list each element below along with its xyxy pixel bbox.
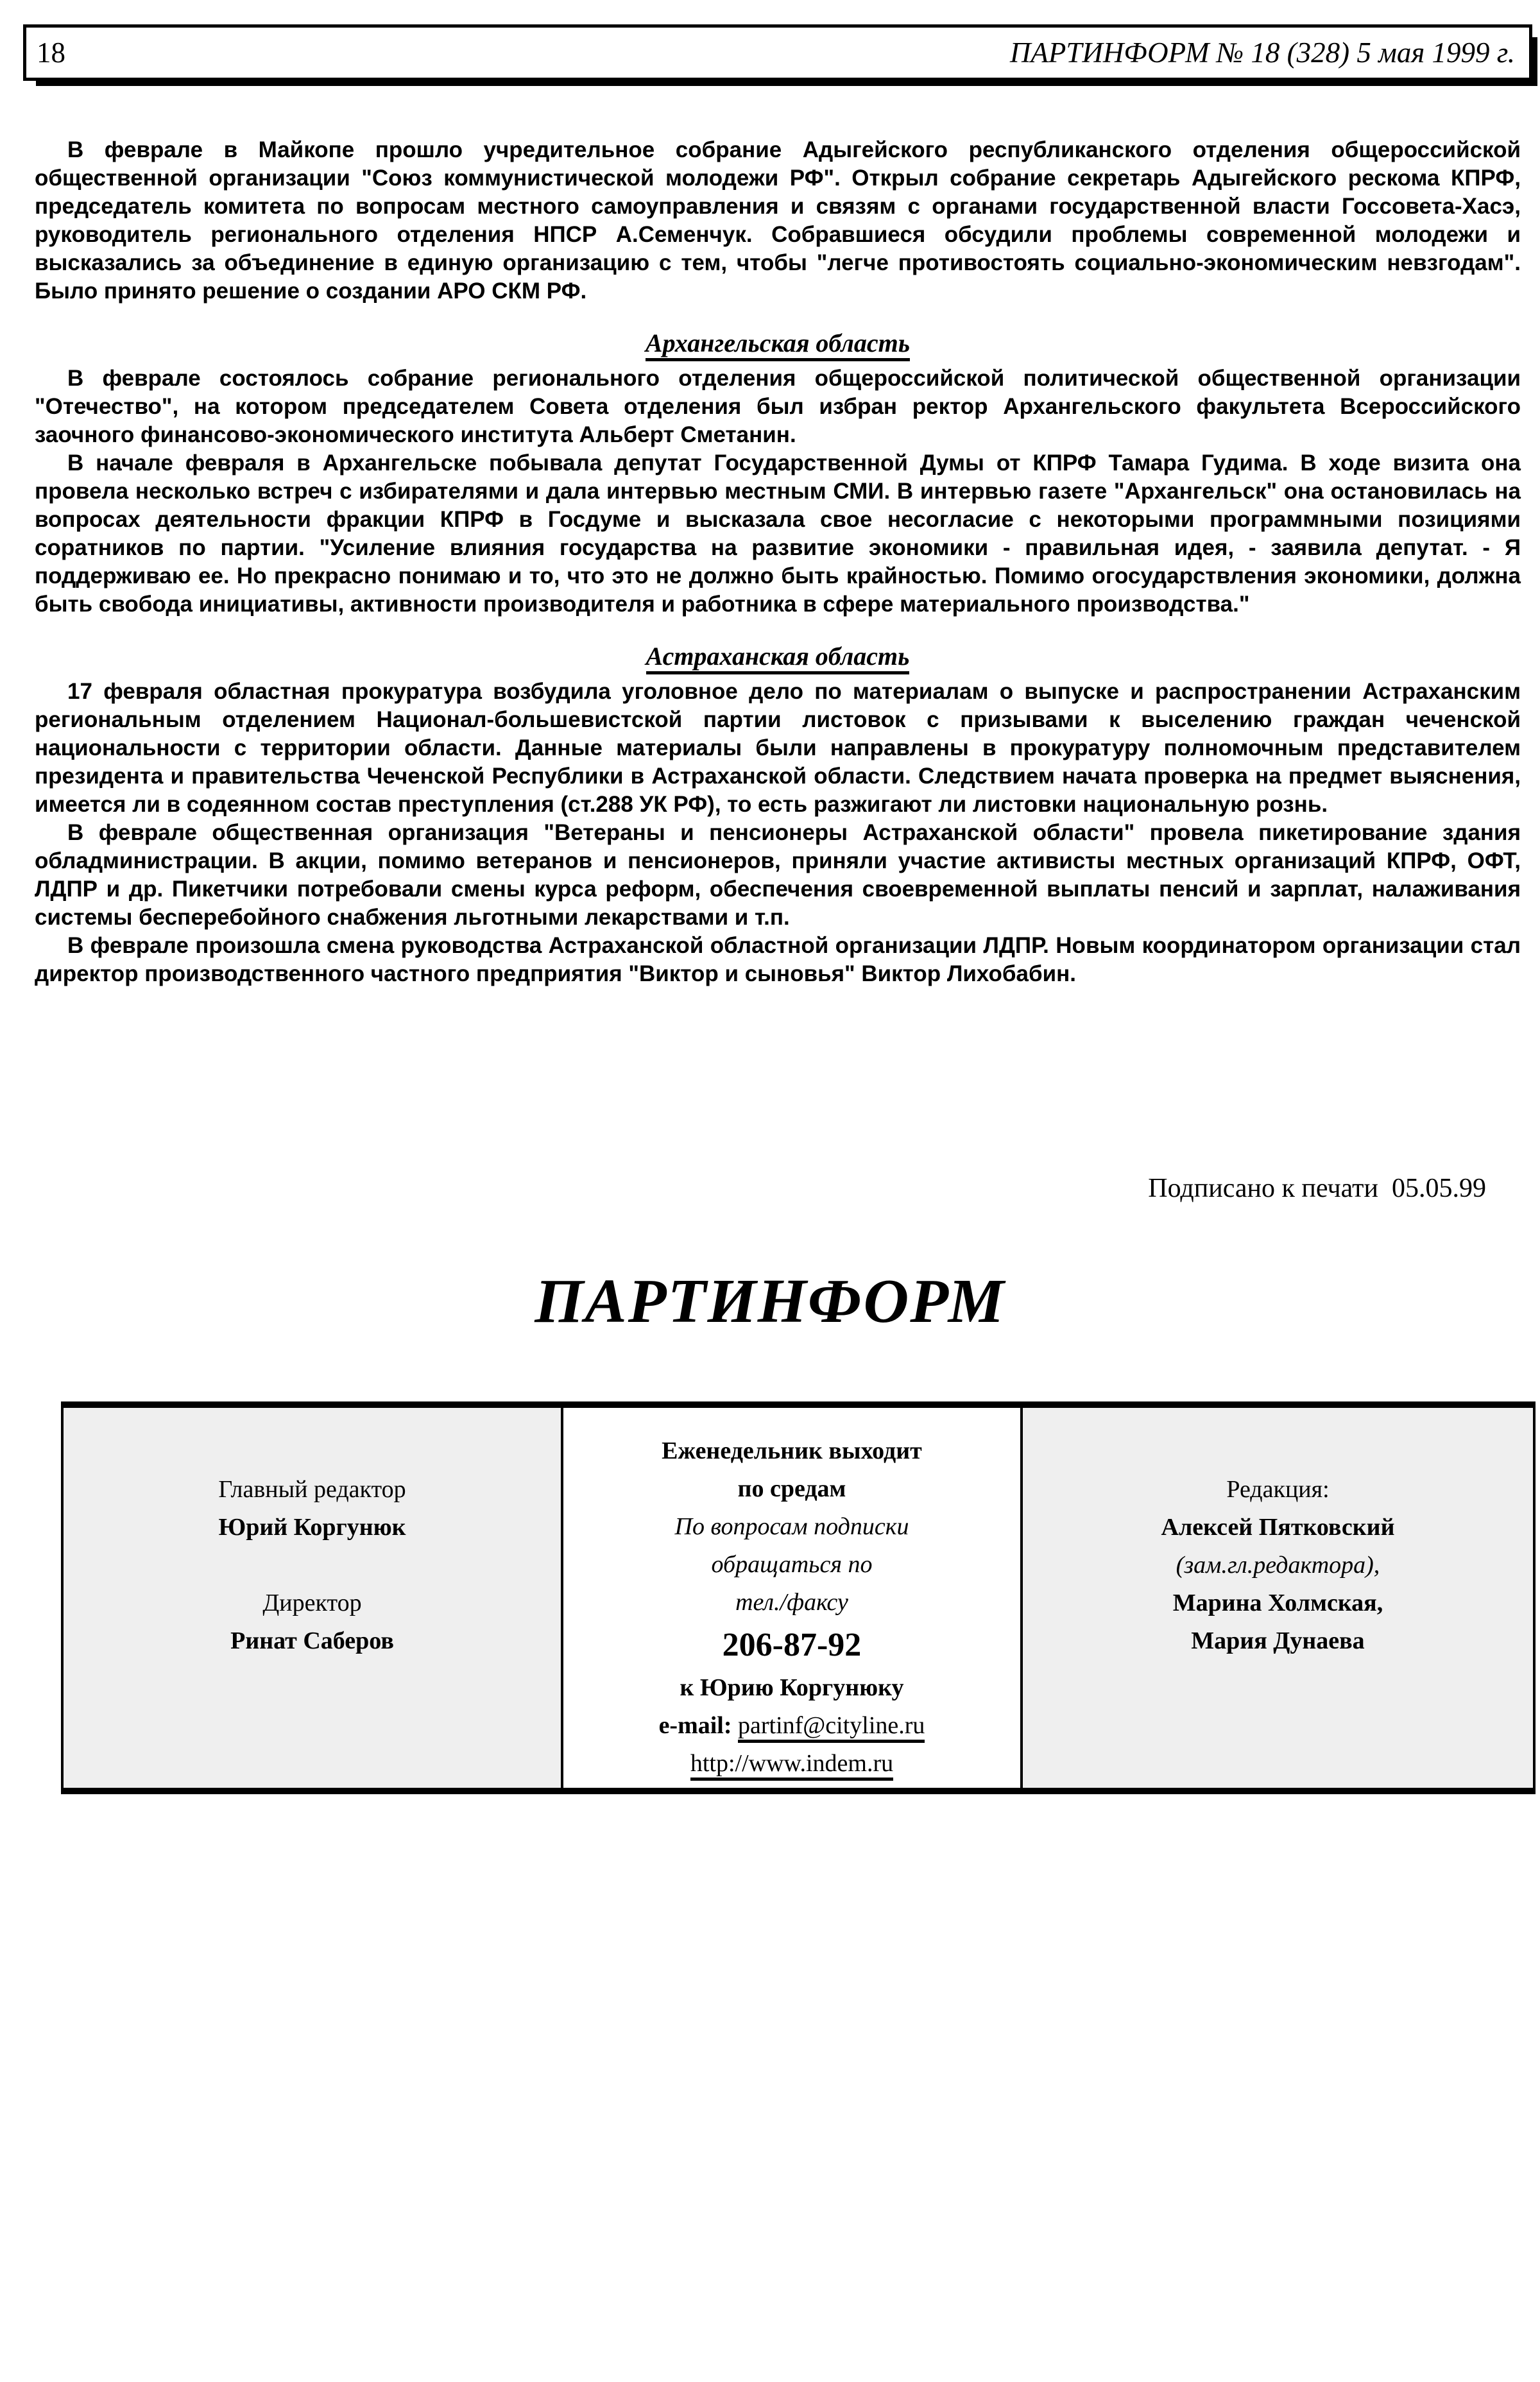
director-name: Ринат Саберов [230,1627,394,1654]
subscription-note-1: По вопросам подписки [674,1513,909,1540]
schedule-line-2: по средам [737,1475,846,1502]
editorial-name-1: Алексей Пятковский [1161,1514,1395,1541]
news-paragraph-veterans: В феврале общественная организация "Ветераны и пенсионеры Астраханской области" провела пикетирование здания обладминистрации. В акции, помимо ветеранов и пенсионеров, приняли участие активисты местных организаций КПРФ, ОФТ, ЛДПР и др. Пикетчики потребовали смены курса реформ, обеспечения своевременной выплаты пенсий и зарплат, налаживания системы бесперебойного снабжения льготными лекарствами и т.п. [35,820,1521,930]
email-line [563,1707,1020,1745]
email-label: e-mail: [658,1712,732,1739]
director-role: Директор [262,1589,362,1616]
email-link[interactable]: partinf@cityline.ru [738,1712,925,1743]
editorial-name-2: Марина Холмская, [1172,1589,1383,1616]
page-number: 18 [37,37,65,69]
editorial-note: (зам.гл.редактора), [1176,1552,1380,1579]
page-header [23,24,1532,81]
chief-editor-role: Главный редактор [218,1476,406,1503]
website-link[interactable]: http://www.indem.ru [690,1750,893,1781]
news-paragraph-otechestvo: В феврале состоялось собрание регионального отделения общероссийской политической общественной организации "Отечество", на котором председателем Совета отделения был избран ректор Архангельского факультета Всероссийского заочного финансово-экономического института Альберт Сметанин. [35,366,1521,447]
section-heading-astrakhan [35,640,1521,673]
editorial-name-3: Мария Дунаева [1191,1627,1365,1654]
subscription-note-2: обращаться по [711,1551,873,1578]
section-heading-text: Архангельская область [646,329,910,361]
editor-cell [64,1408,563,1788]
footer-table [61,1401,1536,1794]
masthead-title: ПАРТИНФОРМ [535,1267,1005,1336]
subscription-cell [563,1408,1023,1788]
editorial-title: Редакция: [1226,1476,1330,1503]
phone-number: 206-87-92 [722,1627,862,1663]
chief-editor-name: Юрий Коргунюк [218,1514,406,1541]
news-paragraph-gudima: В начале февраля в Архангельске побывала депутат Государственной Думы от КПРФ Тамара Гудима. В ходе визита она провела несколько встреч с избирателями и дала интервью местным СМИ. В интервью газете "Архангельск" она остановилась на вопросах деятельности фракции КПРФ в Госдуме и высказала свое несогласие с некоторыми программными позициями соратников по партии. "Усиление влияния государства на развитие экономики - правильная идея, - заявила депутат. - Я поддерживаю ее. Но прекрасно понимаю и то, что это не должно быть крайностью. Помимо огосударствления экономики, должна быть свобода инициативы, активности производителя и работника в сфере материального производства." [35,450,1521,617]
article-body [35,136,1521,988]
schedule-line-1: Еженедельник выходит [662,1437,922,1464]
website-line [563,1745,1020,1783]
issue-title: ПАРТИНФОРМ № 18 (328) 5 мая 1999 г. [1009,37,1515,69]
contact-person: к Юрию Коргунюку [680,1674,904,1701]
news-paragraph-maikop: В феврале в Майкопе прошло учредительное собрание Адыгейского республиканского отделения общероссийской общественной организации "Союз коммунистической молодежи РФ". Открыл собрание секретарь Адыгейского рескома КПРФ, председатель комитета по вопросам местного самоуправления и связям с органами государственной власти Госсовета-Хасэ, руководитель регионального отделения НПСР А.Семенчук. Собравшиеся обсудили проблемы современной молодежи и высказались за объединение в единую организацию с тем, чтобы "легче противостоять социально-экономическим невзгодам". Было принято решение о создании АРО СКМ РФ. [35,137,1521,304]
news-paragraph-prosecutor: 17 февраля областная прокуратура возбудила уголовное дело по материалам о выпуске и распространении Астраханским региональным отделением Национал-большевистской партии листовок с призывами к выселению граждан чеченской национальности с территории области. Данные материалы были направлены в прокуратуру полномочным представителем президента и правительства Чеченской Республики в Астраханской области. Следствием начата проверка на предмет выяснения, имеется ли в содеянном состав преступления (ст.288 УК РФ), то есть разжигают ли листовки национальную рознь. [35,679,1521,817]
signoff-line: Подписано к печати 05.05.99 [1148,1174,1486,1203]
blank-line [64,1547,561,1584]
news-paragraph-ldpr: В феврале произошла смена руководства Астраханской областной организации ЛДПР. Новым координатором организации стал директор производственного частного предприятия "Виктор и сыновья" Виктор Лихобабин. [35,933,1521,986]
editorial-cell [1023,1408,1533,1788]
section-heading-arkhangelsk [35,327,1521,359]
subscription-note-3: тел./факсу [735,1589,848,1616]
section-heading-text: Астраханская область [646,642,910,674]
